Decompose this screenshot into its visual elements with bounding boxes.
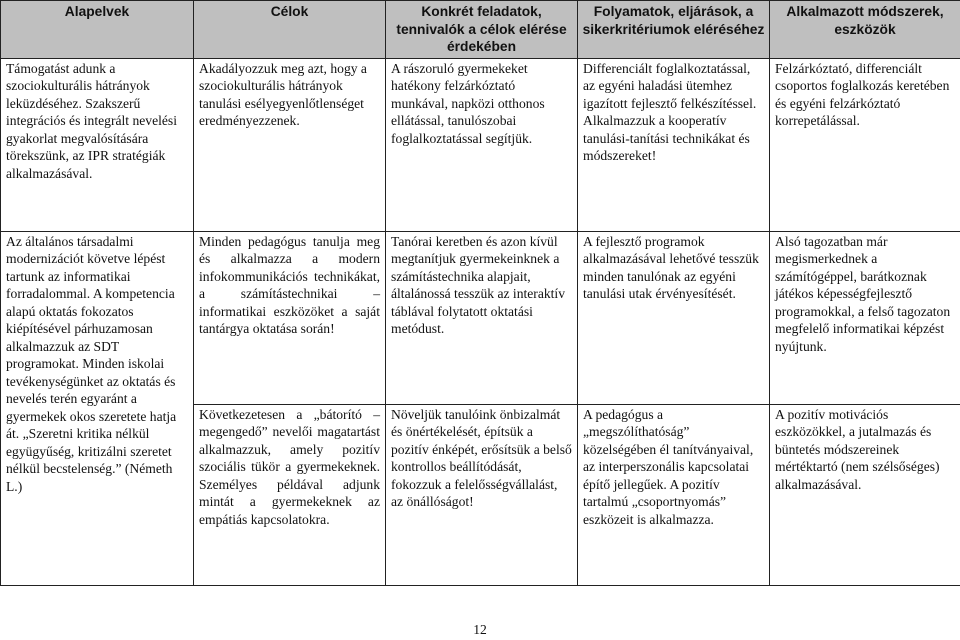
cell-modszerek: A pozitív motivációs eszközökkel, a jutalmazás és büntetés módszereinek mértéktartó (nem szélsőséges) alkalmazásával.: [770, 404, 960, 585]
cell-alapelvek: Az általános társadalmi modernizációt követve lépést tartunk az informatikai forradalommal. A kompetencia alapú oktatás fokozatos kiépítésével párhuzamosan alkalmazzuk az SDT programokat. Minden iskolai tevékenységünket az oktatás és nevelés terén egyaránt a gyermekek okos szeretete hatja át. „Szeretni kritika nélkül együgyűség, kritizálni szeretet nélkül becstelenség.” (Németh L.): [1, 231, 194, 585]
cell-folyamatok: Differenciált foglalkoztatással, az egyéni haladási ütemhez igazított fejlesztő felkészítéssel. Alkalmazzuk a kooperatív tanulási-tanítási technikákat és módszereket!: [578, 58, 770, 231]
cell-folyamatok: A pedagógus a „megszólíthatóság” közelségében él tanítványaival, az interperszonális kapcsolatai építő jellegűek. A pozitív tartalmú „csoportnyomás” eszközeit is alkalmazza.: [578, 404, 770, 585]
cell-celok: Minden pedagógus tanulja meg és alkalmazza a modern infokommunikációs technikákat, a számítástechnikai – informatikai eszközöket a saját tantárgya oktatása során!: [194, 231, 386, 404]
cell-celok: Akadályozzuk meg azt, hogy a szociokulturális hátrányok tanulási esélyegyenlőtlenséget eredményezzenek.: [194, 58, 386, 231]
cell-feladatok: Tanórai keretben és azon kívül megtanítjuk gyermekeinknek a számítástechnika alapjait, általánossá tesszük az interaktív táblával folytatott oktatási metódust.: [386, 231, 578, 404]
table-header-row: [1, 1, 960, 59]
header-celok: Célok: [194, 1, 386, 59]
cell-folyamatok: A fejlesztő programok alkalmazásával lehetővé tesszük minden tanulónak az egyéni tanulási utak érvényesítését.: [578, 231, 770, 404]
cell-feladatok: A rászoruló gyermekeket hatékony felzárkóztató munkával, napközi otthonos ellátással, tanulószobai foglalkoztatással segítjük.: [386, 58, 578, 231]
header-alapelvek: Alapelvek: [1, 1, 194, 59]
cell-celok: Következetesen a „bátorító – megengedő” nevelői magatartást alkalmazzuk, amely pozitív szociális tükör a gyermekeknek. Személyes példával adjunk mintát a gyermekeknek az empátiás kapcsolatokra.: [194, 404, 386, 585]
cell-feladatok: Növeljük tanulóink önbizalmát és önértékelését, építsük a pozitív énképét, erősítsük a belső kontrollos beállítódását, fokozzuk a felelősségvállalást, az önállóságot!: [386, 404, 578, 585]
cell-modszerek: Felzárkóztató, differenciált csoportos foglalkozás keretében és egyéni felzárkóztató korrepetálással.: [770, 58, 960, 231]
cell-alapelvek: Támogatást adunk a szociokulturális hátrányok leküzdéséhez. Szakszerű integrációs és integrált nevelési gyakorlat megvalósítására törekszünk, az IPR stratégiák alkalmazásával.: [1, 58, 194, 231]
table-row: [1, 231, 960, 404]
header-modszerek: Alkalmazott módszerek, eszközök: [770, 1, 960, 59]
table-row: [1, 58, 960, 231]
page-number: 12: [473, 622, 487, 637]
cell-modszerek: Alsó tagozatban már megismerkednek a számítógéppel, barátkoznak játékos képességfejlesztő programokkal, a felső tagozaton megfelelő informatikai képzést nyújtunk.: [770, 231, 960, 404]
header-folyamatok: Folyamatok, eljárások, a sikerkritériumok eléréséhez: [578, 1, 770, 59]
header-feladatok: Konkrét feladatok, tennivalók a célok elérése érdekében: [386, 1, 578, 59]
